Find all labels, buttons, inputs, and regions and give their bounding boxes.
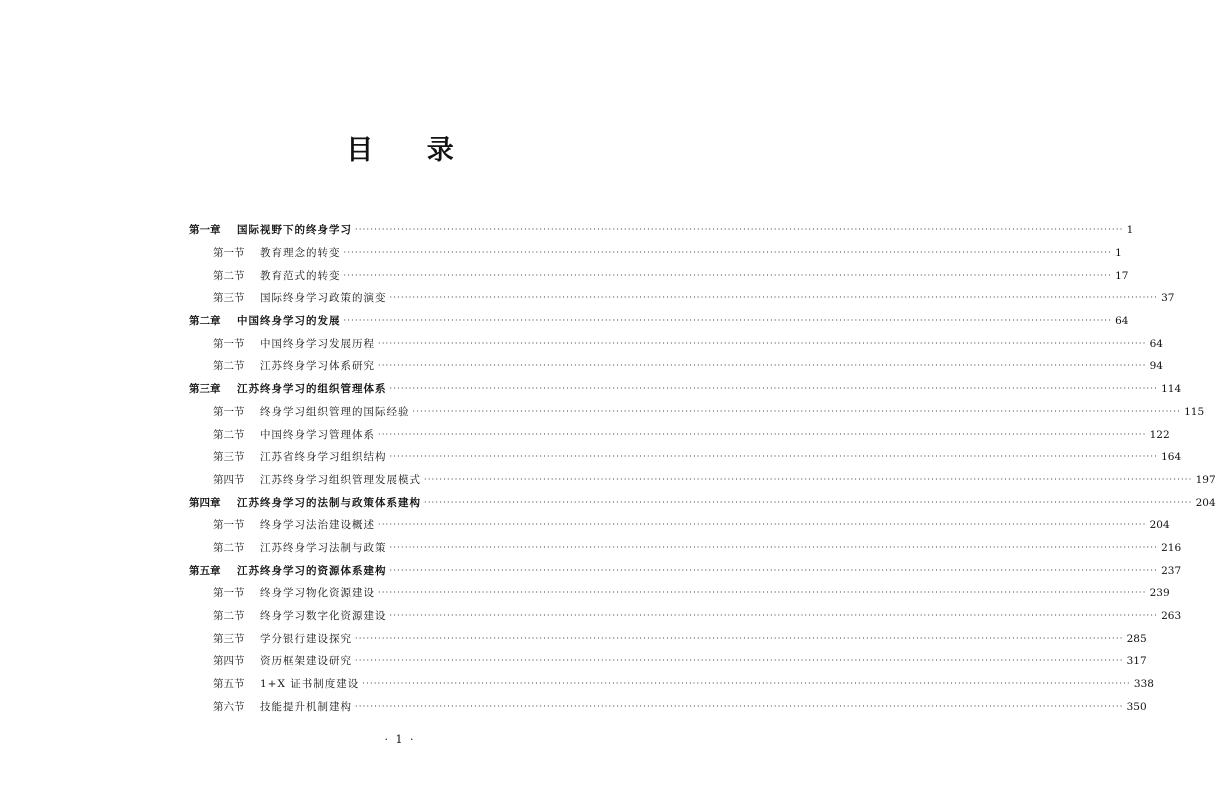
section-title: 中国终身学习管理体系 [260,428,375,441]
section-title: 教育理念的转变 [260,247,341,260]
toc-page-number: 122 [1149,428,1170,441]
toc-section-entry [189,469,1216,492]
chapter-label: 第一章 [189,224,221,237]
section-label: 第一节 [213,247,245,260]
dot-leader: ········································································································································································································ [362,679,1131,689]
dot-leader: ········································································································································································································ [389,611,1159,621]
section-label: 第一节 [213,405,245,418]
toc-page-number: 164 [1161,451,1182,464]
toc-chapter-entry [189,310,1129,333]
section-label: 第四节 [213,473,245,486]
dot-leader: ········································································································································································································ [355,701,1124,711]
dot-leader: ········································································································································································································ [343,270,1113,280]
toc-page-number: 204 [1195,496,1216,509]
chapter-title: 国际视野下的终身学习 [237,224,352,237]
toc-section-entry [189,514,1170,537]
toc-section-entry [189,695,1147,718]
toc-section-entry [189,627,1147,650]
section-label: 第二节 [213,541,245,554]
toc-page-number: 237 [1161,564,1182,577]
dot-leader: ········································································································································································································ [412,406,1182,416]
section-title: 教育范式的转变 [260,269,341,282]
dot-leader: ········································································································································································································ [355,225,1124,235]
section-label: 第六节 [213,700,245,713]
chapter-label: 第四章 [189,496,221,509]
dot-leader: ········································································································································································································ [389,384,1159,394]
section-title: 终身学习物化资源建设 [260,587,375,600]
toc-page-number: 115 [1184,405,1205,418]
chapter-title: 江苏终身学习的法制与政策体系建构 [237,496,421,509]
chapter-label: 第二章 [189,315,221,328]
section-title: 学分银行建设探究 [260,632,352,645]
toc-chapter-entry [189,491,1216,514]
page-number: · 1 · [384,733,416,746]
toc-section-entry [189,401,1205,424]
section-label: 第三节 [213,451,245,464]
toc-page-number: 350 [1126,700,1147,713]
section-title: 资历框架建设研究 [260,655,352,668]
toc-page-number: 216 [1161,541,1182,554]
toc-section-entry [189,242,1122,265]
dot-leader: ········································································································································································································ [378,361,1147,371]
section-title: 江苏终身学习组织管理发展模式 [260,473,421,486]
toc-page-number: 317 [1126,655,1147,668]
section-title: 终身学习数字化资源建设 [260,610,387,623]
section-title: 终身学习法治建设概述 [260,519,375,532]
toc-page-number: 17 [1115,269,1129,282]
dot-leader: ········································································································································································································ [424,474,1193,484]
toc-section-entry [189,332,1163,355]
section-label: 第三节 [213,292,245,305]
dot-leader: ········································································································································································································ [389,452,1159,462]
chapter-label: 第五章 [189,564,221,577]
chapter-title: 江苏终身学习的组织管理体系 [237,383,387,396]
section-label: 第二节 [213,269,245,282]
toc-section-entry [189,423,1170,446]
toc-section-entry [189,650,1147,673]
section-title: 国际终身学习政策的演变 [260,292,387,305]
section-label: 第二节 [213,610,245,623]
toc-page-number: 114 [1161,383,1182,396]
section-title: 技能提升机制建构 [260,700,352,713]
section-title: 江苏省终身学习组织结构 [260,451,387,464]
section-label: 第二节 [213,428,245,441]
chapter-title: 江苏终身学习的资源体系建构 [237,564,387,577]
toc-page-number: 197 [1195,473,1216,486]
dot-leader: ········································································································································································································ [424,497,1193,507]
toc-page-number: 64 [1149,337,1163,350]
chapter-label: 第三章 [189,383,221,396]
section-label: 第五节 [213,678,245,691]
section-label: 第一节 [213,337,245,350]
dot-leader: ········································································································································································································ [343,248,1113,258]
dot-leader: ········································································································································································································ [355,633,1124,643]
toc-page-number: 263 [1161,610,1182,623]
toc-section-entry [189,673,1154,696]
dot-leader: ········································································································································································································ [355,656,1124,666]
dot-leader: ········································································································································································································ [378,429,1147,439]
section-title: 终身学习组织管理的国际经验 [260,405,410,418]
table-of-contents [189,219,1216,718]
section-title: 中国终身学习发展历程 [260,337,375,350]
dot-leader: ········································································································································································································ [343,316,1113,326]
toc-section-entry [189,446,1182,469]
toc-section-entry [189,287,1175,310]
dot-leader: ········································································································································································································ [378,520,1147,530]
section-label: 第二节 [213,360,245,373]
page-title: 目 录 [346,135,476,166]
toc-section-entry [189,537,1182,560]
section-title: 江苏终身学习体系研究 [260,360,375,373]
toc-page-number: 239 [1149,587,1170,600]
toc-chapter-entry [189,378,1182,401]
toc-section-entry [189,582,1170,605]
toc-chapter-entry [189,219,1134,242]
dot-leader: ········································································································································································································ [389,565,1159,575]
toc-page-number: 1 [1126,224,1134,237]
section-label: 第一节 [213,519,245,532]
section-title: 1+X 证书制度建设 [260,678,360,691]
toc-section-entry [189,264,1129,287]
section-title: 江苏终身学习法制与政策 [260,541,387,554]
toc-chapter-entry [189,559,1182,582]
dot-leader: ········································································································································································································ [378,338,1147,348]
dot-leader: ········································································································································································································ [389,542,1159,552]
toc-page-number: 94 [1149,360,1163,373]
toc-page-number: 204 [1149,519,1170,532]
section-label: 第一节 [213,587,245,600]
toc-section-entry [189,355,1163,378]
section-label: 第三节 [213,632,245,645]
toc-page-number: 285 [1126,632,1147,645]
toc-page-number: 64 [1115,315,1129,328]
dot-leader: ········································································································································································································ [389,293,1159,303]
section-label: 第四节 [213,655,245,668]
chapter-title: 中国终身学习的发展 [237,315,341,328]
toc-page-number: 338 [1133,678,1154,691]
dot-leader: ········································································································································································································ [378,588,1147,598]
toc-page-number: 37 [1161,292,1175,305]
toc-section-entry [189,605,1182,628]
toc-page-number: 1 [1115,247,1122,260]
